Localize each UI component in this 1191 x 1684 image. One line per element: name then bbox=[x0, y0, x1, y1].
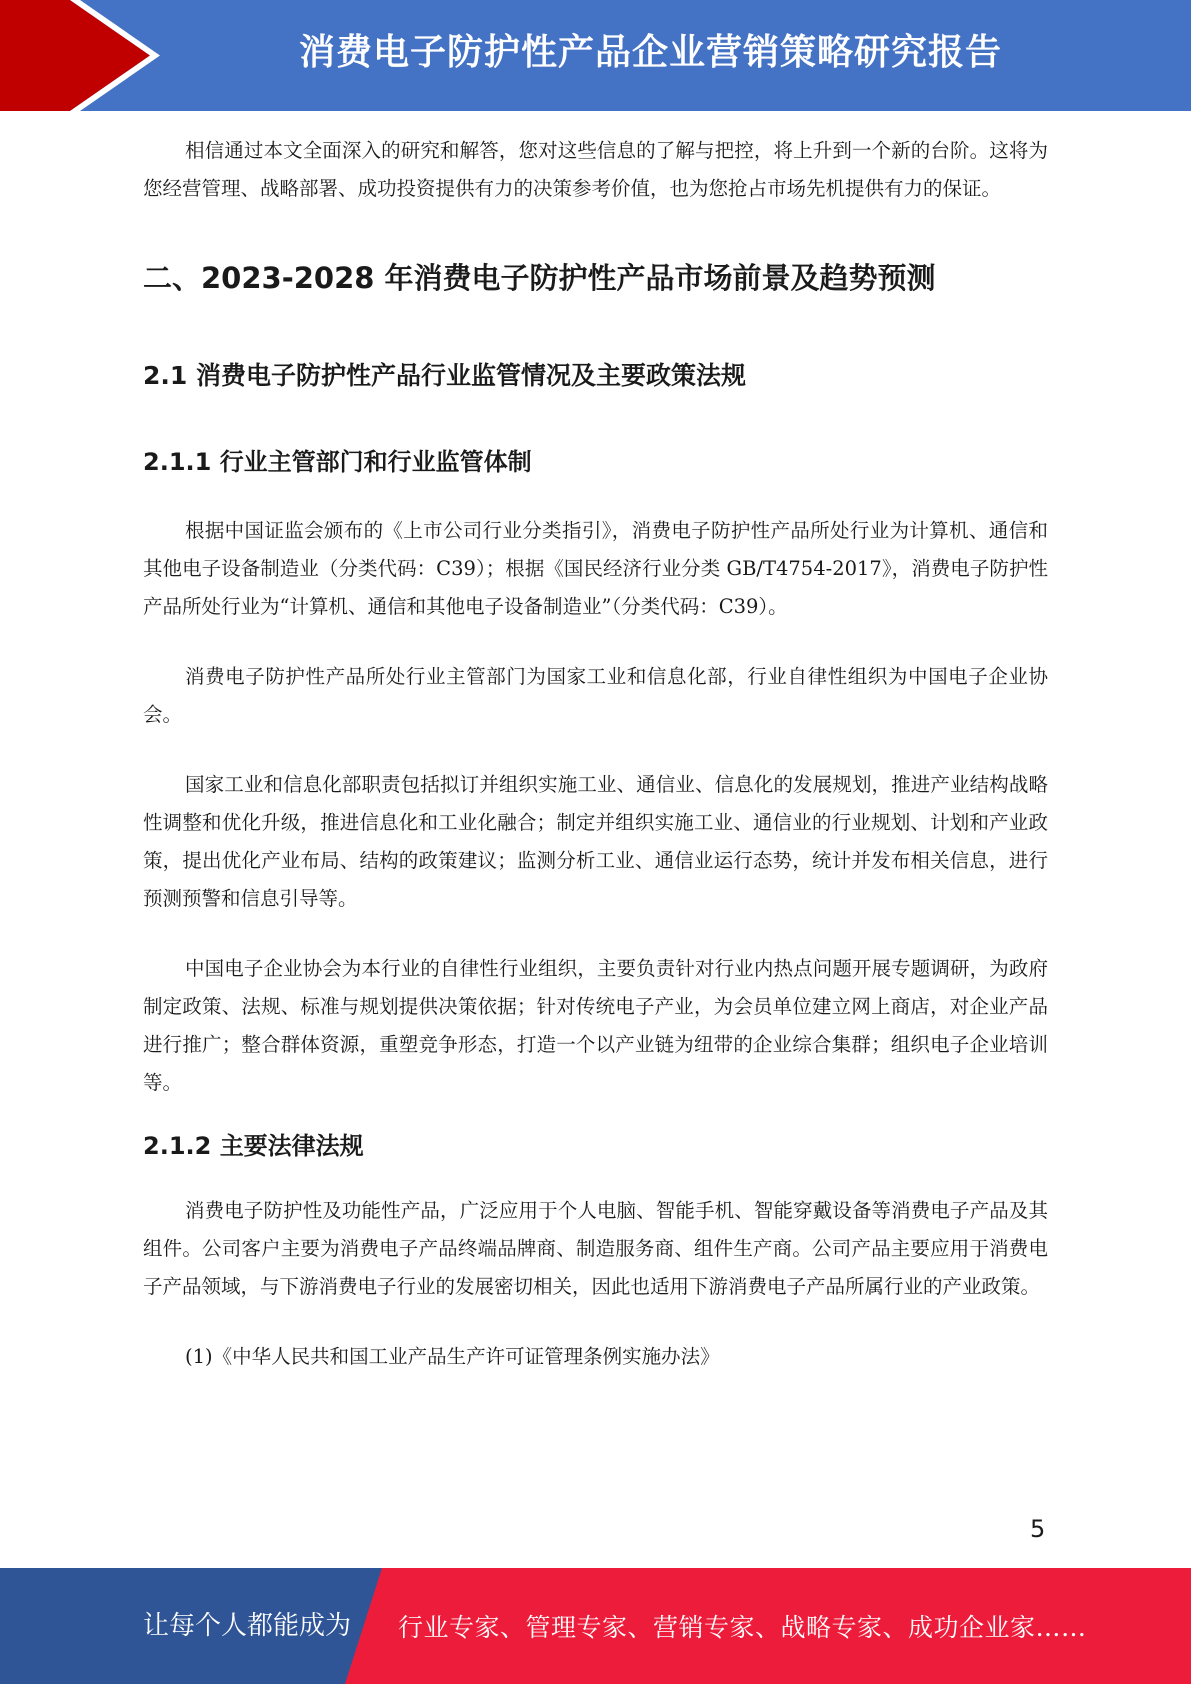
page-number: 5 bbox=[1030, 1515, 1046, 1543]
list-item: (1)《中华人民共和国工业产品生产许可证管理条例实施办法》 bbox=[185, 1345, 720, 1368]
subsection-heading: 2.1 消费电子防护性产品行业监管情况及主要政策法规 bbox=[143, 361, 746, 390]
report-title: 消费电子防护性产品企业营销策略研究报告 bbox=[298, 32, 1002, 73]
page-footer bbox=[0, 1568, 1191, 1684]
paragraph: 根据中国证监会颁布的《上市公司行业分类指引》，消费电子防护性产品所处行业为计算机、通信和其他电子设备制造业（分类代码：C39）；根据《国民经济行业分类 GB/T4754-2017》，消费电子防护性产品所处行业为“计算机、通信和其他电子设备制造业”（分类代码：C39）。 bbox=[143, 519, 1048, 618]
paragraph: 消费电子防护性及功能性产品，广泛应用于个人电脑、智能手机、智能穿戴设备等消费电子产品及其组件。公司客户主要为消费电子产品终端品牌商、制造服务商、组件生产商。公司产品主要应用于消费电子产品领域，与下游消费电子行业的发展密切相关，因此也适用下游消费电子产品所属行业的产业政策。 bbox=[143, 1199, 1048, 1298]
section-heading: 二、2023-2028 年消费电子防护性产品市场前景及趋势预测 bbox=[143, 261, 936, 295]
page-header bbox=[0, 0, 1191, 111]
paragraph: 国家工业和信息化部职责包括拟订并组织实施工业、通信业、信息化的发展规划，推进产业结构战略性调整和优化升级，推进信息化和工业化融合；制定并组织实施工业、通信业的行业规划、计划和产业政策，提出优化产业布局、结构的政策建议；监测分析工业、通信业运行态势，统计并发布相关信息，进行预测预警和信息引导等。 bbox=[143, 773, 1048, 910]
paragraph: 消费电子防护性产品所处行业主管部门为国家工业和信息化部，行业自律性组织为中国电子企业协会。 bbox=[143, 665, 1048, 726]
main-content bbox=[143, 132, 1048, 1376]
intro-paragraph: 相信通过本文全面深入的研究和解答，您对这些信息的了解与把控，将上升到一个新的台阶。这将为您经营管理、战略部署、成功投资提供有力的决策参考价值，也为您抢占市场先机提供有力的保证。 bbox=[143, 139, 1048, 200]
sub-subsection-heading-1: 2.1.1 行业主管部门和行业监管体制 bbox=[143, 448, 532, 476]
footer-slogan-left: 让每个人都能成为 bbox=[143, 1611, 352, 1641]
paragraph: 中国电子企业协会为本行业的自律性行业组织，主要负责针对行业内热点问题开展专题调研，为政府制定政策、法规、标准与规划提供决策依据；针对传统电子产业，为会员单位建立网上商店，对企业产品进行推广；整合群体资源，重塑竞争形态，打造一个以产业链为纽带的企业综合集群；组织电子企业培训等。 bbox=[143, 957, 1048, 1094]
sub-subsection-heading-2: 2.1.2 主要法律法规 bbox=[143, 1132, 364, 1160]
footer-slogan-right: 行业专家、管理专家、营销专家、战略专家、成功企业家…… bbox=[398, 1613, 1087, 1642]
